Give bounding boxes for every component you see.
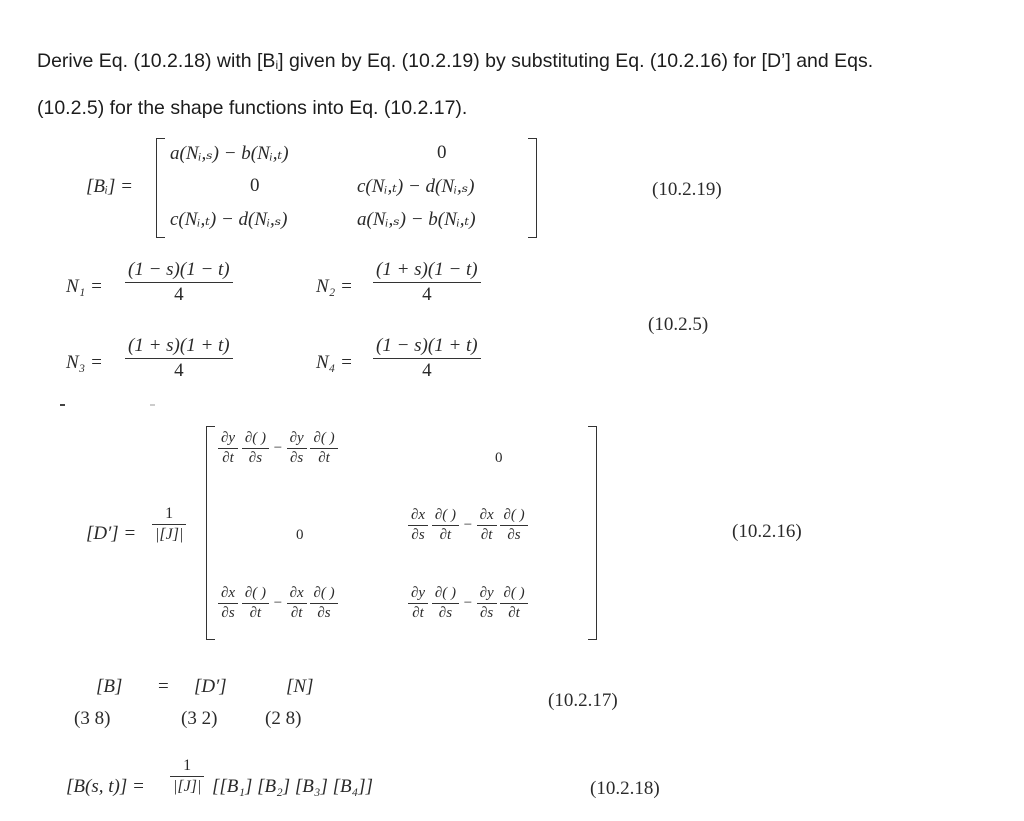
b-matrix: [B] xyxy=(96,676,123,697)
matrix-cell: c(Nᵢ,ₜ) − d(Nᵢ,ₛ) xyxy=(170,209,288,230)
n2-denominator: 4 xyxy=(373,282,481,306)
prefactor-num: 1 xyxy=(165,505,174,522)
n3-fraction xyxy=(125,335,233,382)
n4-lhs: N₄ = xyxy=(316,352,353,373)
matrix-cell: c(Nᵢ,ₜ) − d(Nᵢ,ₛ) xyxy=(357,176,475,197)
n1-fraction xyxy=(125,259,233,306)
prefactor-den: |[J]| xyxy=(152,524,186,544)
d-prime-matrix: [D′] xyxy=(194,676,227,697)
prefactor-den: |[J]| xyxy=(170,776,204,796)
stray-mark xyxy=(150,404,155,406)
matrix-zero: 0 xyxy=(495,450,503,466)
n1-denominator: 4 xyxy=(125,282,233,306)
stray-mark xyxy=(60,404,65,406)
dim-d: (3 2) xyxy=(181,708,218,729)
matrix-cell: a(Nᵢ,ₛ) − b(Nᵢ,ₜ) xyxy=(170,143,289,164)
equals: = xyxy=(158,676,169,697)
n3-numerator: (1 + s)(1 + t) xyxy=(128,335,230,356)
matrix-entry-r1c1: $\frac{\partial y}{\partial t}$ $\frac{\partial( )}{\partial s}$ − $\frac{\partial y}{\partial s}$ $\frac{\partial( )}{\partial t}$ xyxy=(218,430,338,467)
n3-lhs: N₃ = xyxy=(66,352,103,373)
b-st-lhs: [B(s, t)] = xyxy=(66,776,145,797)
prompt-line1b: ] given by Eq. (10.2.19) by substituting Eq. (10.2.16) for [D’] and Eqs. xyxy=(278,50,874,72)
left-bracket xyxy=(156,138,165,238)
bi-lhs: [Bᵢ] = xyxy=(86,176,133,197)
n1-numerator: (1 − s)(1 − t) xyxy=(128,259,230,280)
n2-lhs: N₂ = xyxy=(316,276,353,297)
n2-fraction xyxy=(373,259,481,306)
matrix-zero: 0 xyxy=(296,527,304,543)
problem-statement xyxy=(37,38,1002,132)
equation-number: (10.2.17) xyxy=(548,690,618,711)
dim-n: (2 8) xyxy=(265,708,302,729)
prompt-line2: (10.2.5) for the shape functions into Eq. (10.2.17). xyxy=(37,97,468,119)
n2-numerator: (1 + s)(1 − t) xyxy=(376,259,478,280)
left-bracket xyxy=(206,426,215,640)
matrix-cell: a(Nᵢ,ₛ) − b(Nᵢ,ₜ) xyxy=(357,209,476,230)
prefactor-num: 1 xyxy=(183,757,192,774)
matrix-entry-r3c2: $\frac{\partial y}{\partial t}$ $\frac{\partial( )}{\partial s}$ − $\frac{\partial y}{\partial s}$ $\frac{\partial( )}{\partial t}$ xyxy=(408,585,528,622)
equation-number: (10.2.18) xyxy=(590,778,660,799)
prefactor-fraction xyxy=(152,505,186,544)
n4-denominator: 4 xyxy=(373,358,481,382)
n4-numerator: (1 − s)(1 + t) xyxy=(376,335,478,356)
d-prime-lhs: [D′] = xyxy=(86,523,137,544)
dim-b: (3 8) xyxy=(74,708,111,729)
equation-number: (10.2.16) xyxy=(732,521,802,542)
n4-fraction xyxy=(373,335,481,382)
prefactor-fraction xyxy=(170,757,204,796)
matrix-entry-r2c2: $\frac{\partial x}{\partial s}$ $\frac{\partial( )}{\partial t}$ − $\frac{\partial x}{\partial t}$ $\frac{\partial( )}{\partial s}$ xyxy=(408,507,528,544)
n-matrix: [N] xyxy=(286,676,314,697)
n3-denominator: 4 xyxy=(125,358,233,382)
matrix-cell: 0 xyxy=(437,142,447,163)
right-bracket xyxy=(588,426,597,640)
matrix-cell: 0 xyxy=(250,175,260,196)
equation-number: (10.2.5) xyxy=(648,314,709,335)
b-blocks: [[B₁] [B₂] [B₃] [B₄]] xyxy=(212,776,374,797)
equation-number: (10.2.19) xyxy=(652,179,722,200)
right-bracket xyxy=(528,138,537,238)
matrix-entry-r3c1: $\frac{\partial x}{\partial s}$ $\frac{\partial( )}{\partial t}$ − $\frac{\partial x}{\partial t}$ $\frac{\partial( )}{\partial s}$ xyxy=(218,585,338,622)
prompt-line1-sub: i xyxy=(275,58,279,72)
prompt-line1a: Derive Eq. (10.2.18) with [B xyxy=(37,50,276,72)
n1-lhs: N₁ = xyxy=(66,276,103,297)
